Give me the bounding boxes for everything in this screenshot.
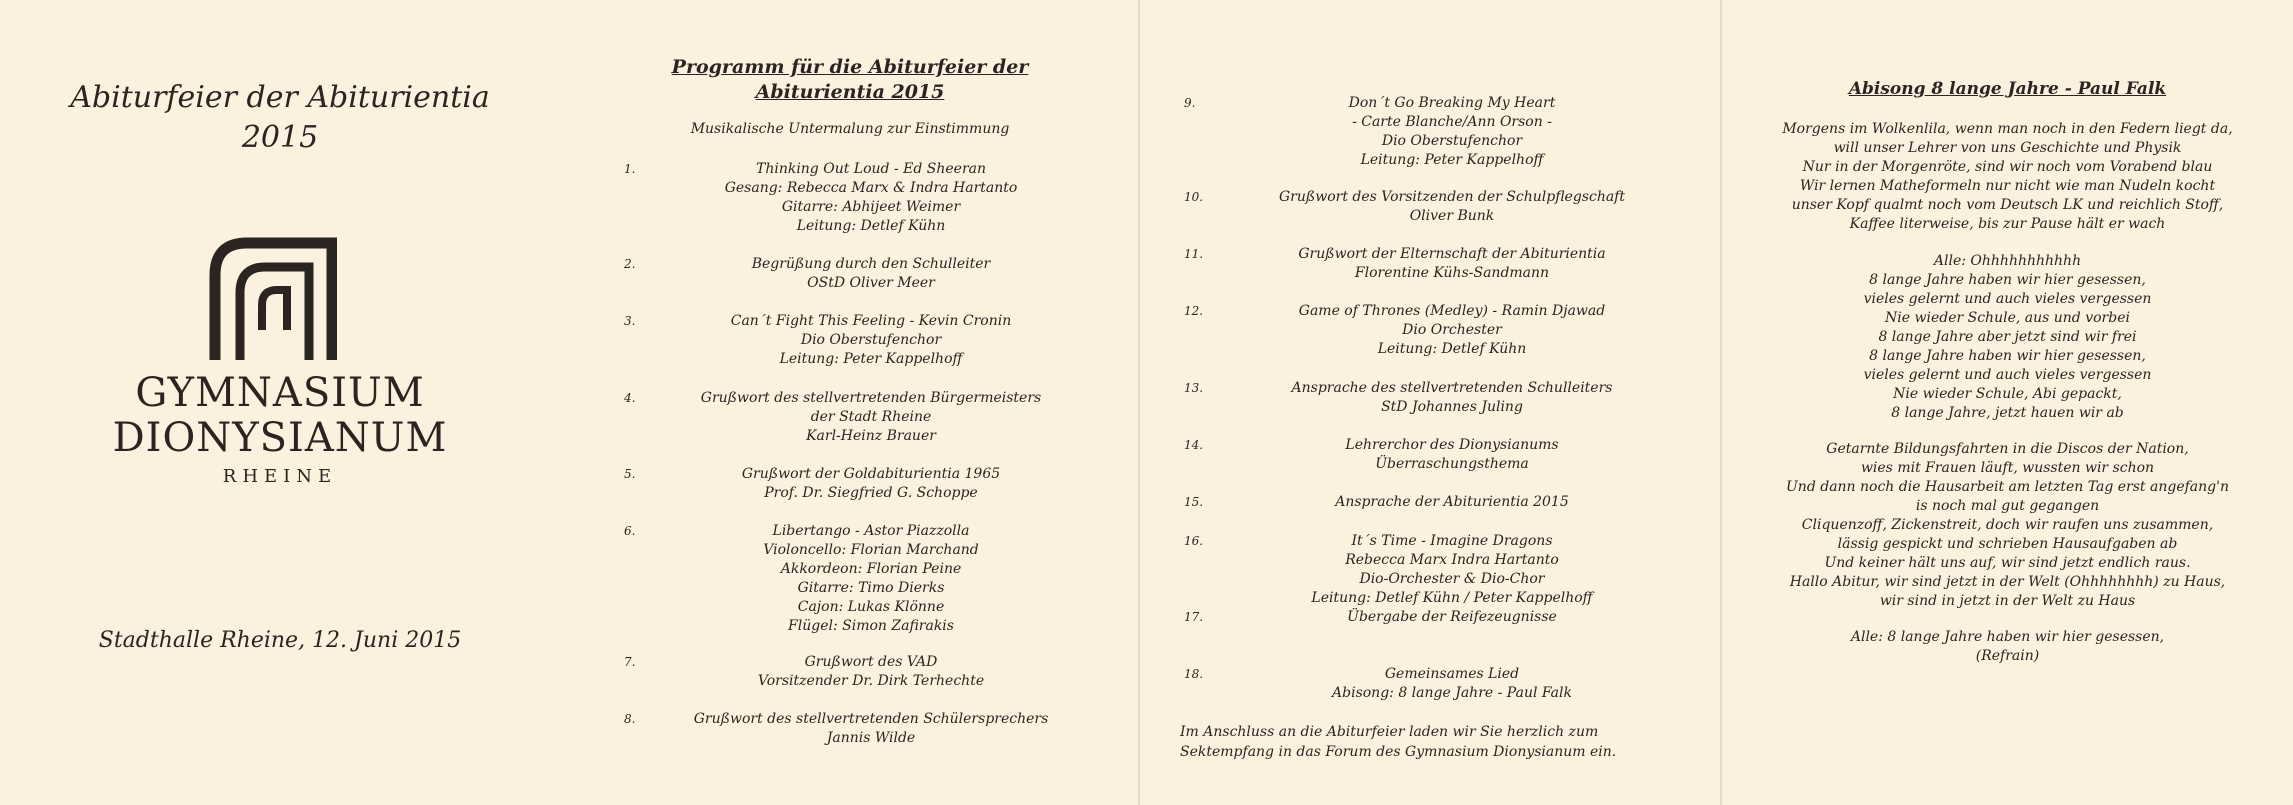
program-item-heading: Grußwort des VAD xyxy=(804,654,938,670)
school-name-line2: DIONYSIANUM xyxy=(112,415,448,461)
song-line: Cliquenzoff, Zickenstreit, doch wir raufen uns zusammen, xyxy=(1801,517,2214,533)
song-line: vieles gelernt und auch vieles vergessen xyxy=(1863,367,2152,383)
song-stanza xyxy=(1722,440,2293,611)
program-item-detail: Oliver Bunk xyxy=(1409,208,1495,224)
song-line: Alle: Ohhhhhhhhhhh xyxy=(1933,253,2082,269)
song-line: Getarnte Bildungsfahrten in die Discos der Nation, xyxy=(1826,441,2189,457)
song-line: Und dann noch die Hausarbeit am letzten Tag erst angefang'n xyxy=(1786,479,2229,495)
program-item-number: 10. xyxy=(1184,190,1204,204)
program-item-detail: Leitung: Detlef Kühn xyxy=(1377,341,1527,357)
program-item-detail: Jannis Wilde xyxy=(826,730,916,746)
cover-panel xyxy=(0,0,560,805)
cover-title xyxy=(0,78,560,158)
cover-year: 2015 xyxy=(241,120,319,155)
program-panel-2 xyxy=(1140,0,1722,805)
song-line: will unser Lehrer von uns Geschichte und Physik xyxy=(1833,140,2182,156)
song-line: Und keiner hält uns auf, wir sind jetzt endlich raus. xyxy=(1824,555,2191,571)
program-item-heading: Grußwort der Goldabiturientia 1965 xyxy=(741,466,1001,482)
program-item-number: 9. xyxy=(1184,96,1196,110)
song-line: 8 lange Jahre haben wir hier gesessen, xyxy=(1869,348,2146,364)
song-line: 8 lange Jahre aber jetzt sind wir frei xyxy=(1878,329,2137,345)
program-item-number: 12. xyxy=(1184,304,1204,318)
school-city: RHEINE xyxy=(222,466,338,487)
program-item-heading: Grußwort des stellvertretenden Bürgermeisters xyxy=(700,390,1042,406)
song-line: Hallo Abitur, wir sind jetzt in der Welt (Ohhhhhhhh) zu Haus, xyxy=(1789,574,2226,590)
program-item-number: 7. xyxy=(624,655,636,669)
closing-line: Sektempfang in das Forum des Gymnasium Dionysianum ein. xyxy=(1180,744,1617,760)
program-item-number: 4. xyxy=(624,391,636,405)
program-item-detail: Gitarre: Timo Dierks xyxy=(797,580,945,596)
program-item-heading: Game of Thrones (Medley) - Ramin Djawad xyxy=(1298,303,1606,319)
program-item-heading: Libertango - Astor Piazzolla xyxy=(772,523,970,539)
song-stanza xyxy=(1722,120,2293,234)
venue-date: Stadthalle Rheine, 12. Juni 2015 xyxy=(98,628,462,653)
program-item-detail: Cajon: Lukas Klönne xyxy=(797,599,945,615)
program-item-detail: Gesang: Rebecca Marx & Indra Hartanto xyxy=(724,180,1018,196)
song-line: wir sind in jetzt in der Welt zu Haus xyxy=(1879,593,2136,609)
program-title xyxy=(560,55,1140,105)
song-line: (Refrain) xyxy=(1975,648,2040,664)
song-line: Alle: 8 lange Jahre haben wir hier gesessen, xyxy=(1850,629,2165,645)
program-item-detail: Vorsitzender Dr. Dirk Terhechte xyxy=(757,673,985,689)
program-item-number: 8. xyxy=(624,712,636,726)
program-item-heading: Gemeinsames Lied xyxy=(1384,666,1520,682)
program-item-number: 5. xyxy=(624,467,636,481)
program-item-detail: Leitung: Peter Kappelhoff xyxy=(779,351,963,367)
program-title-line: Abiturientia 2015 xyxy=(755,81,945,103)
program-item-detail: - Carte Blanche/Ann Orson - xyxy=(1352,114,1552,130)
program-item-detail: Leitung: Detlef Kühn / Peter Kappelhoff xyxy=(1311,590,1593,606)
program-item-heading: Grußwort des stellvertretenden Schülersprechers xyxy=(693,711,1049,727)
program-item-heading: Lehrerchor des Dionysianums xyxy=(1345,437,1559,453)
program-item-detail: der Stadt Rheine xyxy=(810,409,932,425)
school-name-line1: GYMNASIUM xyxy=(135,370,425,416)
school-logo-icon xyxy=(207,235,337,365)
song-line: lässig gespickt und schrieben Hausaufgaben ab xyxy=(1837,536,2178,552)
program-item-heading: It´s Time - Imagine Dragons xyxy=(1351,533,1553,549)
program-item-heading: Grußwort des Vorsitzenden der Schulpflegschaft xyxy=(1278,189,1625,205)
closing-line: Im Anschluss an die Abiturfeier laden wir Sie herzlich zum xyxy=(1180,724,1599,740)
program-item-detail: Akkordeon: Florian Peine xyxy=(780,561,962,577)
closing-note xyxy=(1140,722,1722,762)
song-line: Kaffee literweise, bis zur Pause hält er wach xyxy=(1849,216,2166,232)
program-item-heading: Ansprache der Abiturientia 2015 xyxy=(1335,494,1569,510)
program-panel-1 xyxy=(560,0,1140,805)
program-item-number: 18. xyxy=(1184,667,1204,681)
song-line: Nie wieder Schule, Abi gepackt, xyxy=(1893,386,2122,402)
program-item-detail: Überraschungsthema xyxy=(1375,456,1529,472)
program-item-detail: Flügel: Simon Zafirakis xyxy=(788,618,954,634)
cover-title-line: Abiturfeier der Abiturientia xyxy=(70,80,490,115)
program-item-detail: Leitung: Detlef Kühn xyxy=(796,218,946,234)
program-item-detail: StD Johannes Juling xyxy=(1381,399,1523,415)
program-item-detail: Karl-Heinz Brauer xyxy=(806,428,936,444)
song-line: Nie wieder Schule, aus und vorbei xyxy=(1885,310,2130,326)
program-item-heading: Don´t Go Breaking My Heart xyxy=(1348,95,1556,111)
program-item-detail: OStD Oliver Meer xyxy=(807,275,935,291)
program-item-detail: Dio Oberstufenchor xyxy=(800,332,942,348)
program-item-detail: Leitung: Peter Kappelhoff xyxy=(1360,152,1544,168)
song-line: wies mit Frauen läuft, wussten wir schon xyxy=(1860,460,2155,476)
program-item-heading: Begrüßung durch den Schulleiter xyxy=(751,256,991,272)
song-line: vieles gelernt und auch vieles vergessen xyxy=(1863,291,2152,307)
program-item-number: 13. xyxy=(1184,381,1204,395)
program-item-detail: Abisong: 8 lange Jahre - Paul Falk xyxy=(1332,685,1572,701)
song-line: unser Kopf qualmt noch vom Deutsch LK und reichlich Stoff, xyxy=(1791,197,2224,213)
song-title: Abisong 8 lange Jahre - Paul Falk xyxy=(1848,79,2167,99)
program-item-heading: Thinking Out Loud - Ed Sheeran xyxy=(755,161,986,177)
program-item-number: 14. xyxy=(1184,438,1204,452)
program-item-detail: Rebecca Marx Indra Hartanto xyxy=(1345,552,1559,568)
song-panel xyxy=(1722,0,2293,805)
song-line: Wir lernen Matheformeln nur nicht wie man Nudeln kocht xyxy=(1799,178,2216,194)
program-item-detail: Violoncello: Florian Marchand xyxy=(763,542,979,558)
program-item-detail: Dio Orchester xyxy=(1402,322,1502,338)
song-line: 8 lange Jahre haben wir hier gesessen, xyxy=(1869,272,2146,288)
song-stanza xyxy=(1722,628,2293,666)
program-item-detail: Florentine Kühs-Sandmann xyxy=(1354,265,1550,281)
program-item-number: 17. xyxy=(1184,610,1204,624)
program-item-heading: Übergabe der Reifezeugnisse xyxy=(1347,609,1557,625)
song-line: 8 lange Jahre, jetzt hauen wir ab xyxy=(1891,405,2124,421)
program-item-detail: Gitarre: Abhijeet Weimer xyxy=(781,199,961,215)
program-title-line: Programm für die Abiturfeier der xyxy=(671,56,1029,78)
program-item-number: 16. xyxy=(1184,534,1204,548)
program-item-number: 3. xyxy=(624,314,636,328)
program-item-detail: Prof. Dr. Siegfried G. Schoppe xyxy=(764,485,978,501)
program-subtitle: Musikalische Untermalung zur Einstimmung xyxy=(690,121,1010,137)
song-line: Nur in der Morgenröte, sind wir noch vom Vorabend blau xyxy=(1802,159,2213,175)
program-item-number: 15. xyxy=(1184,495,1204,509)
program-item-number: 2. xyxy=(624,257,636,271)
program-item-number: 1. xyxy=(624,162,636,176)
song-stanza xyxy=(1722,252,2293,423)
program-item-detail: Dio Oberstufenchor xyxy=(1381,133,1523,149)
song-line: is noch mal gut gegangen xyxy=(1915,498,2100,514)
program-item-heading: Grußwort der Elternschaft der Abiturientia xyxy=(1298,246,1606,262)
program-item-number: 6. xyxy=(624,524,636,538)
program-item-detail: Dio-Orchester & Dio-Chor xyxy=(1359,571,1545,587)
program-item-heading: Can´t Fight This Feeling - Kevin Cronin xyxy=(730,313,1012,329)
program-item-heading: Ansprache des stellvertretenden Schulleiters xyxy=(1291,380,1613,396)
song-line: Morgens im Wolkenlila, wenn man noch in den Federn liegt da, xyxy=(1782,121,2233,137)
program-item-number: 11. xyxy=(1184,247,1204,261)
